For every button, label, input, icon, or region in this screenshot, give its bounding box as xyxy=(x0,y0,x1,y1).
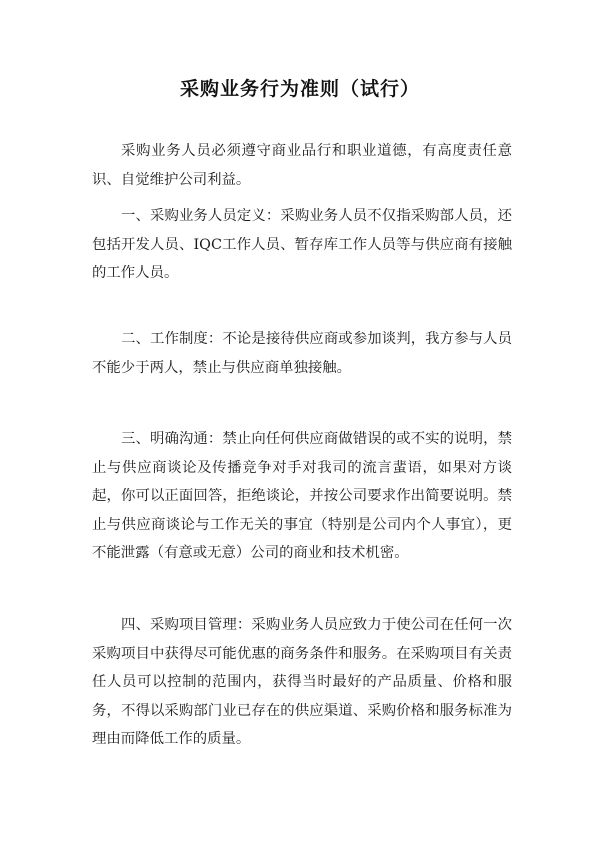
document-title: 采购业务行为准则（试行） xyxy=(179,78,420,100)
paragraph-intro: 采购业务人员必须遵守商业品行和职业道德，有高度责任意识、自觉维护公司利益。 xyxy=(92,143,512,188)
paragraph-project-management: 四、采购项目管理：采购业务人员应致力于使公司在任何一次采购项目中获得尽可能优惠的商务条件和服务。在采购项目有关责任人员可以控制的范围内，获得当时最好的产品质量、价格和服务，不得以采购部门业已存在的供应渠道、采购价格和服务标准为理由而降低工作的质量。 xyxy=(92,617,512,747)
paragraph-work-system: 二、工作制度：不论是接待供应商或参加谈判，我方参与人员不能少于两人，禁止与供应商单独接触。 xyxy=(92,331,512,376)
paragraph-communication: 三、明确沟通：禁止向任何供应商做错误的或不实的说明，禁止与供应商谈论及传播竞争对手对我司的流言蜚语，如果对方谈起，你可以正面回答，拒绝谈论，并按公司要求作出简要说明。禁止与供应商谈论与工作无关的事宜（特别是公司内个人事宜），更不能泄露（有意或无意）公司的商业和技术机密。 xyxy=(92,431,512,561)
paragraph-definition: 一、采购业务人员定义：采购业务人员不仅指采购部人员，还包括开发人员、IQC工作人员、暂存库工作人员等与供应商有接触的工作人员。 xyxy=(92,208,512,281)
